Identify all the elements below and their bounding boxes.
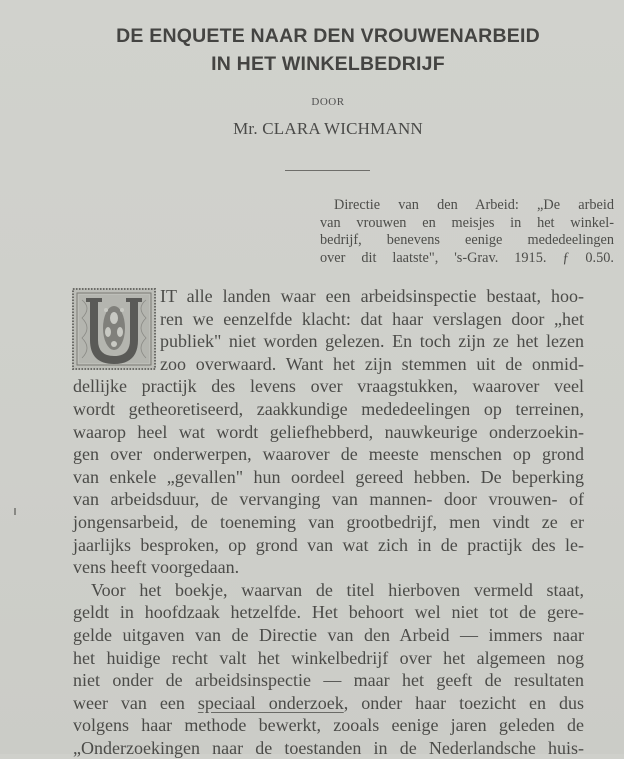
body-line: van enkele „gevallen" hun oordeel gereed hebben. De beperking bbox=[73, 466, 584, 487]
body-line: „Onderzoekingen naar de toestanden in de Nederlandsche huis- bbox=[73, 737, 584, 758]
reference-line: Directie van den Arbeid: „De arbeid bbox=[334, 197, 614, 213]
reference-citation bbox=[320, 197, 614, 267]
article-title-line-2: IN HET WINKELBEDRIJF bbox=[211, 53, 445, 75]
body-line: waarop heel wat wordt geliefhebberd, nauwkeurige onderzoekin- bbox=[73, 421, 584, 442]
body-line: gelde uitgaven van de Directie van den Arbeid — immers naar bbox=[73, 624, 584, 645]
article-title-line-1: DE ENQUETE NAAR DEN VROUWENARBEID bbox=[116, 25, 540, 47]
body-line: jongensarbeid, de toeneming van grootbedrijf, men vindt ze er bbox=[73, 511, 584, 532]
reference-line: van vrouwen en meisjes in het winkel- bbox=[320, 214, 614, 231]
body-line: vens heeft voorgedaan. bbox=[73, 557, 240, 578]
body-line: van arbeidsduur, de vervanging van mannen- door vrouwen- of bbox=[73, 489, 584, 510]
body-line: gen over onderwerpen, waarover de meeste menschen op grond bbox=[73, 444, 584, 465]
body-line: publiek" niet worden gelezen. En toch zijn ze het lezen bbox=[160, 331, 584, 352]
body-line: ren we eenzelfde klacht: dat haar verslagen door „het bbox=[160, 308, 584, 329]
body-line: Voor het boekje, waarvan de titel hierboven vermeld staat, bbox=[91, 579, 584, 600]
body-line: IT alle landen waar een arbeidsinspectie bestaat, hoo- bbox=[160, 286, 584, 306]
body-line: wordt getheoretiseerd, zaakkundige mededeelingen op terreinen, bbox=[73, 398, 584, 419]
body-line: volgens haar methode bewerkt, zooals eenige jaren geleden de bbox=[73, 715, 584, 736]
body-line: dellijke practijk des levens over vraagstukken, waarover veel bbox=[73, 376, 584, 397]
byline-prefix: DOOR bbox=[311, 96, 345, 108]
reference-line: bedrijf, benevens eenige mededeelingen bbox=[320, 232, 614, 249]
body-line: jaarlijks besproken, op grond van wat zich in de practijk des le- bbox=[73, 534, 584, 555]
reference-line: over dit laatste", 's-Grav. 1915. ƒ 0.50. bbox=[320, 249, 614, 266]
body-line: niet onder de arbeidsinspectie — maar het geeft de resultaten bbox=[73, 670, 584, 691]
title-divider bbox=[285, 170, 370, 171]
body-line: geldt in hoofdzaak hetzelfde. Het behoort wel niet tot de gere- bbox=[73, 602, 584, 623]
underlined-phrase: speciaal onderzoek bbox=[197, 692, 344, 713]
body-line bbox=[73, 692, 584, 715]
body-line: zoo overwaard. Want het zijn stemmen uit de onmid- bbox=[160, 353, 584, 374]
article-body bbox=[73, 285, 584, 759]
body-line: het huidige recht valt het winkelbedrijf over het algemeen nog bbox=[73, 647, 584, 668]
body-text-fragment: weer van een bbox=[73, 692, 198, 713]
body-text-fragment: , onder haar toezicht en dus bbox=[343, 692, 584, 713]
author-name: Mr. CLARA WICHMANN bbox=[233, 119, 423, 138]
margin-mark bbox=[14, 508, 16, 515]
